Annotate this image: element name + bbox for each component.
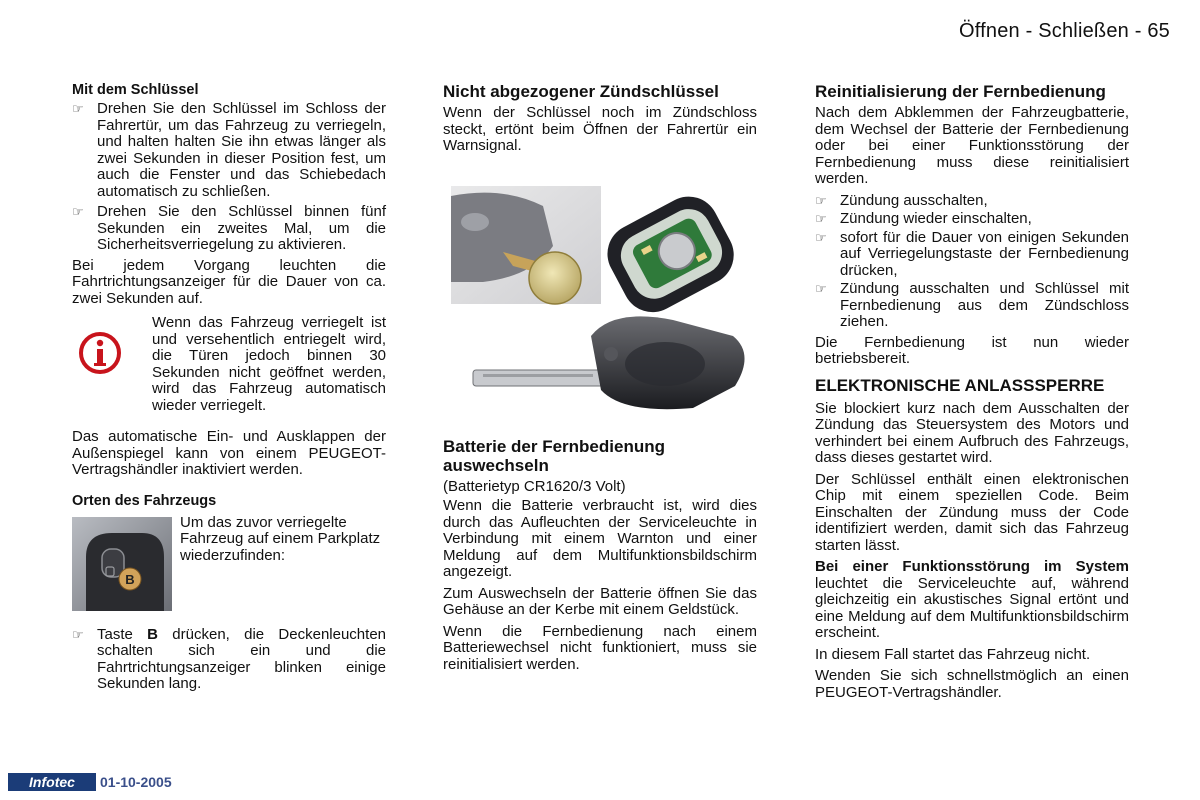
list-item-text: Zündung ausschalten, <box>840 191 988 209</box>
locate-text: Um das zuvor verriegelte Fahrzeug auf einem Parkplatz wiederzufinden: <box>180 513 381 564</box>
list-item-text: Zündung ausschalten und Schlüssel mit Fernbedienung aus dem Zündschloss ziehen. <box>840 280 1129 330</box>
list-item-text-pre: Taste <box>97 625 148 643</box>
column-middle <box>443 82 757 678</box>
list-item <box>815 230 1129 280</box>
page-header: Öffnen - Schließen - 65 <box>958 20 1170 42</box>
list-item-text-bold: B <box>147 625 158 643</box>
heading-ignition: Nicht abgezogener Zündschlüssel <box>443 82 719 101</box>
pointing-hand-icon: ☞ <box>72 626 84 642</box>
remote-fob-image <box>72 517 172 611</box>
footer-date: 01-10-2005 <box>100 774 172 790</box>
pointing-hand-icon: ☞ <box>815 281 827 296</box>
paragraph: Die Fernbedienung ist nun wieder betriebsbereit. <box>815 333 1129 367</box>
battery-type: (Batterietyp CR1620/3 Volt) <box>443 477 626 495</box>
key-bullets <box>72 101 386 254</box>
list-item <box>72 204 386 254</box>
heading-locate: Orten des Fahrzeugs <box>72 492 217 509</box>
list-item <box>72 627 386 693</box>
column-left <box>72 82 386 697</box>
pointing-hand-icon: ☞ <box>815 229 827 245</box>
paragraph <box>815 559 1129 642</box>
list-item-text: Zündung wieder einschalten, <box>840 210 1032 227</box>
list-item <box>815 193 1129 210</box>
paragraph-bold: Bei einer Funktionsstörung im System <box>815 558 1129 575</box>
info-text: Wenn das Fahrzeug verriegelt ist und versehentlich entriegelt wird, die Türen jedoch binnen 30 Sekunden nicht geöffnet werden, wird das Fahrzeug automatisch wieder verriegelt. <box>152 314 386 414</box>
paragraph: Sie blockiert kurz nach dem Ausschalten der Zündung das Steuersystem des Motors und verhindert bei einem Aufbruch des Fahrzeugs, dass dieses gestartet wird. <box>815 399 1129 466</box>
paragraph: Nach dem Abklemmen der Fahrzeugbatterie, dem Wechsel der Batterie der Fernbedienung oder bei einer Funktionsstörung der Fernbedienung muss diese reinitialisiert werden. <box>815 104 1129 187</box>
column-right <box>815 82 1129 706</box>
pointing-hand-icon: ☞ <box>72 204 84 219</box>
heading-immobiliser: ELEKTRONISCHE ANLASSSPERRE <box>815 375 1105 395</box>
paragraph-rest: leuchtet die Serviceleuchte auf, während gleichzeitig ein akustisches Signal ertönt und eine Meldung auf dem Multifunktionsbildschirm erscheint. <box>815 574 1129 641</box>
paragraph: Wenden Sie sich schnellstmöglich an einen PEUGEOT-Vertragshändler. <box>815 667 1129 701</box>
pointing-hand-icon: ☞ <box>815 211 827 226</box>
locate-section <box>72 515 386 627</box>
list-item <box>72 101 386 200</box>
list-item <box>815 281 1129 331</box>
infotec-logo: Infotec <box>8 773 96 791</box>
paragraph: Zum Auswechseln der Batterie öffnen Sie das Gehäuse an der Kerbe mit einem Geldstück. <box>443 584 757 618</box>
remote-battery-image <box>443 186 763 414</box>
heading-with-key: Mit dem Schlüssel <box>72 82 199 98</box>
paragraph: Das automatische Ein- und Ausklappen der Außenspiegel kann von einem PEUGEOT-Vertragshändler inaktiviert werden. <box>72 428 386 478</box>
paragraph: Bei jedem Vorgang leuchten die Fahrtrichtungsanzeiger für die Dauer von ca. zwei Sekunden auf. <box>72 256 386 307</box>
pointing-hand-icon: ☞ <box>72 101 84 116</box>
heading-battery: Batterie der Fernbedienung auswechseln <box>443 436 665 475</box>
list-item-text: sofort für die Dauer von einigen Sekunden auf Verriegelungstaste der Fernbedienung drücken, <box>840 228 1129 279</box>
paragraph: Der Schlüssel enthält einen elektronischen Chip mit einem speziellen Code. Beim Einschalten der Zündung muss der Code identifiziert werden, damit sich das Fahrzeug starten lässt. <box>815 470 1129 554</box>
list-item-text: Drehen Sie den Schlüssel im Schloss der Fahrertür, um das Fahrzeug zu verriegeln, und halten halten Sie ihn etwas länger als zwei Sekunden in dieser Position fest, um auch die Fenster und das Schiebedach automatisch zu schließen. <box>97 100 386 200</box>
info-icon <box>78 331 122 375</box>
list-item-text-post: drücken, die Deckenleuchten schalten sich ein und die Fahrtrichtungsanzeiger blinken einige Sekunden lang. <box>97 625 386 692</box>
paragraph: In diesem Fall startet das Fahrzeug nicht. <box>815 645 1091 663</box>
paragraph: Wenn die Fernbedienung nach einem Batteriewechsel nicht funktioniert, muss sie reinitialisiert werden. <box>443 622 757 673</box>
reinit-steps <box>815 193 1129 331</box>
paragraph: Wenn der Schlüssel noch im Zündschloss steckt, ertönt beim Öffnen der Fahrertür ein Warnsignal. <box>443 104 757 154</box>
info-note <box>72 315 386 425</box>
locate-bullets <box>72 627 386 693</box>
paragraph: Wenn die Batterie verbraucht ist, wird dies durch das Aufleuchten der Serviceleuchte in Verbindung mit einem Warnton und einer Meldung auf dem Multifunktionsbildschirm angezeigt. <box>443 497 757 580</box>
list-item-text: Drehen Sie den Schlüssel binnen fünf Sekunden ein zweites Mal, um die Sicherheitsverriegelung zu aktivieren. <box>97 203 386 253</box>
pointing-hand-icon: ☞ <box>815 192 827 208</box>
list-item <box>815 211 1129 228</box>
button-b-label: B <box>125 571 135 587</box>
heading-reinit: Reinitialisierung der Fernbedienung <box>815 82 1106 101</box>
